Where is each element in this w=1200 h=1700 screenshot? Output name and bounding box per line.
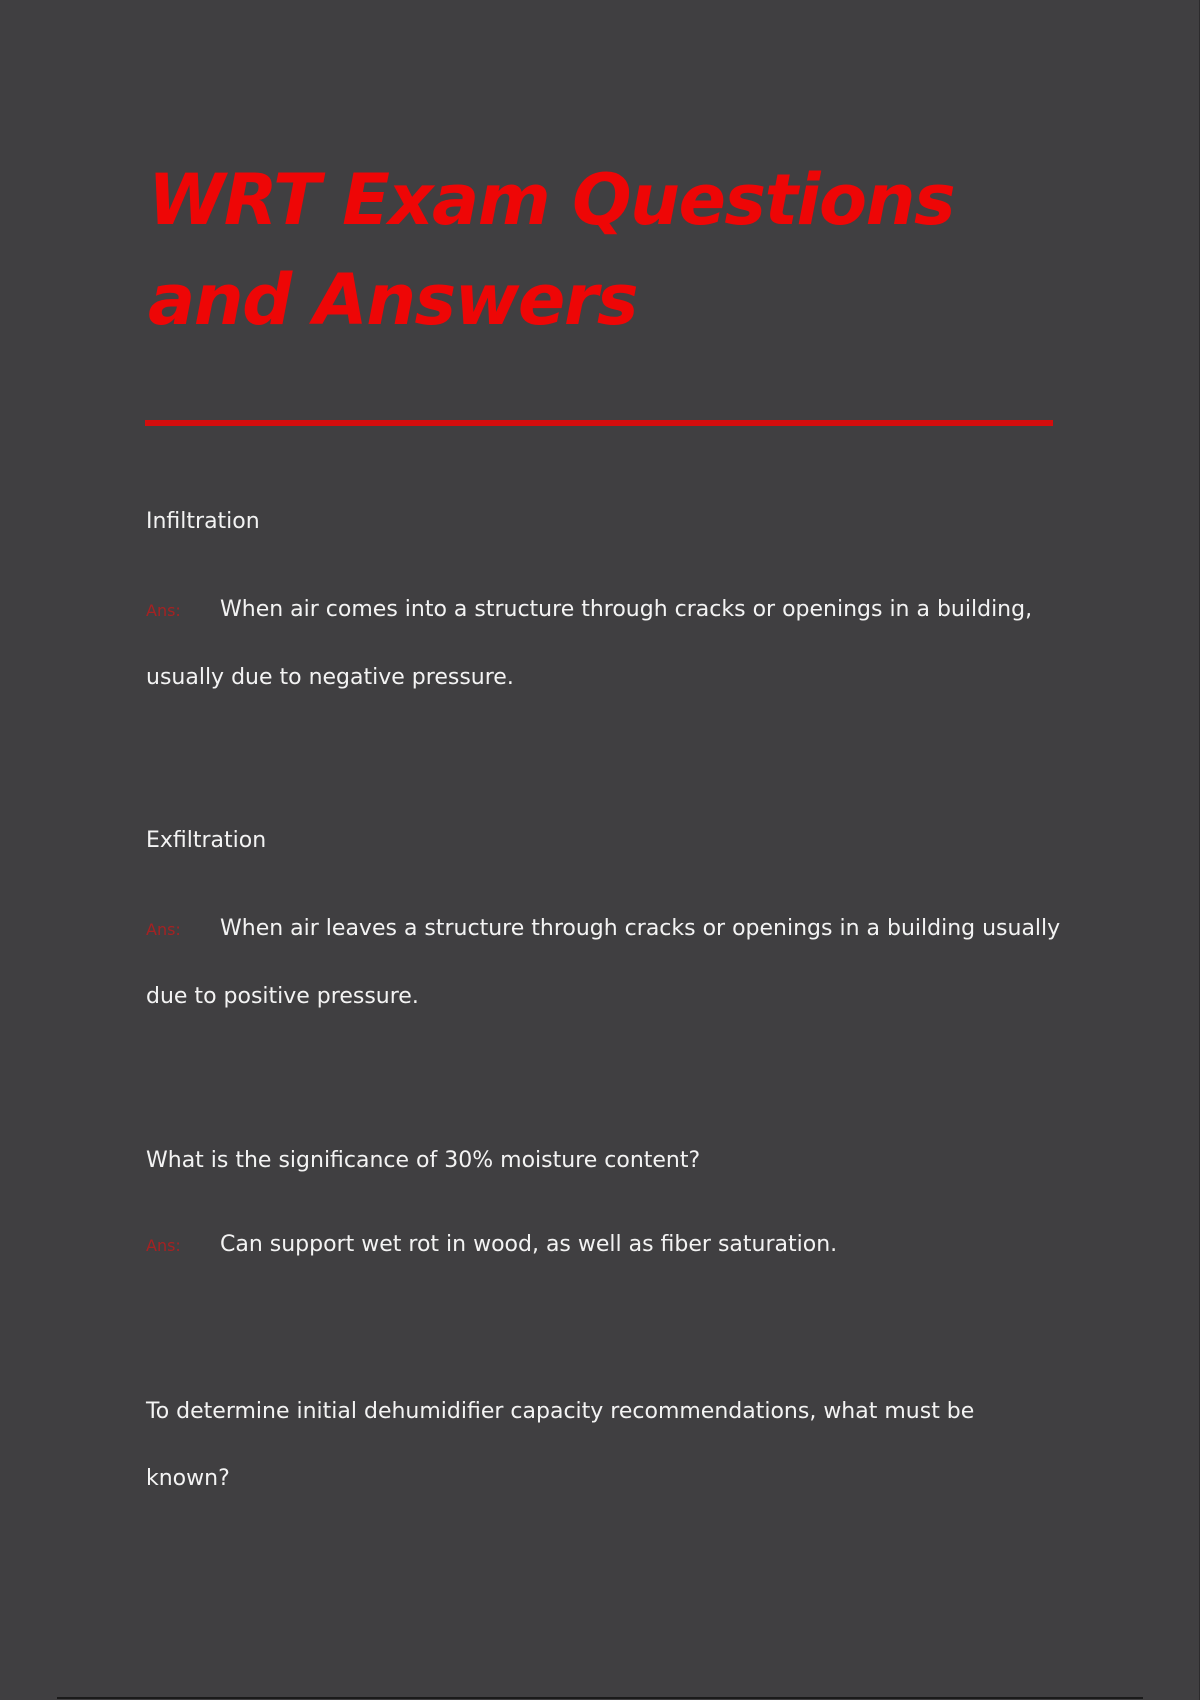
answer-label: Ans: bbox=[146, 601, 181, 620]
question-3: What is the significance of 30% moisture content? bbox=[146, 1148, 701, 1173]
answer-2 bbox=[146, 895, 1066, 1030]
answer-1-text: When air comes into a structure through cracks or openings in a building, usually due to negative pressure. bbox=[146, 597, 1033, 690]
page-bottom-rule bbox=[57, 1697, 1143, 1699]
question-2: Exfiltration bbox=[146, 828, 267, 853]
answer-1 bbox=[146, 576, 1066, 711]
question-1: Infiltration bbox=[146, 509, 260, 534]
answer-2-text: When air leaves a structure through cracks or openings in a building usually due to positive pressure. bbox=[146, 916, 1061, 1009]
answer-3 bbox=[146, 1211, 1066, 1279]
question-4: To determine initial dehumidifier capacity recommendations, what must be known? bbox=[146, 1399, 975, 1491]
answer-3-text: Can support wet rot in wood, as well as fiber saturation. bbox=[220, 1232, 838, 1257]
answer-label: Ans: bbox=[146, 920, 181, 939]
answer-label: Ans: bbox=[146, 1236, 181, 1255]
document-title: WRT Exam Questions and Answers bbox=[148, 159, 955, 341]
title-divider bbox=[145, 420, 1053, 426]
